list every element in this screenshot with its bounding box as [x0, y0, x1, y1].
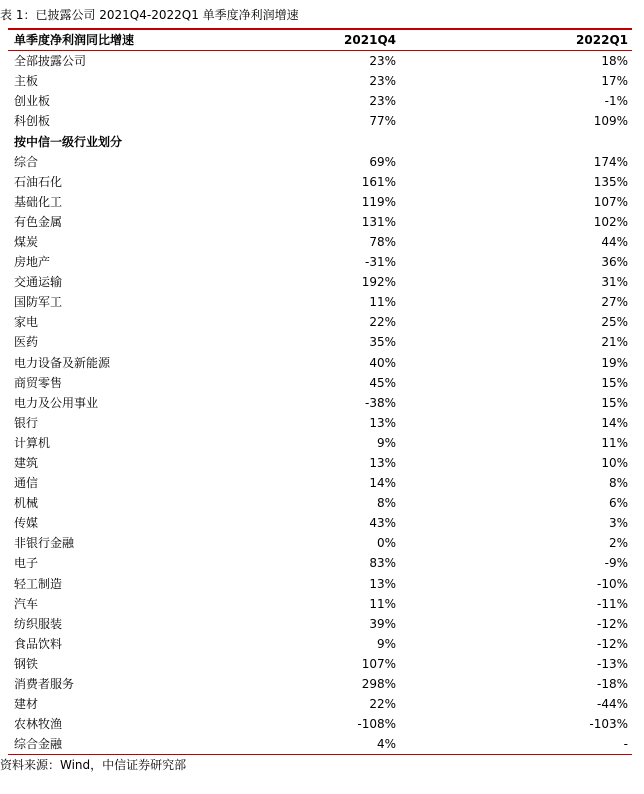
row-label: 有色金属: [14, 214, 63, 229]
table-row: [8, 574, 632, 594]
value-2022q1: 109%: [593, 114, 628, 129]
value-2022q1: 21%: [601, 335, 628, 350]
row-label: 科创板: [14, 114, 51, 129]
table-header-row: [8, 30, 632, 51]
row-label: 建材: [14, 697, 39, 712]
table-row: [8, 312, 632, 332]
row-label: 电力及公用事业: [14, 395, 99, 410]
table-row: [8, 152, 632, 172]
row-label: 食品饮料: [14, 636, 63, 651]
value-2021q4: -31%: [364, 255, 396, 270]
value-2021q4: 77%: [369, 114, 396, 129]
table-row: [8, 513, 632, 533]
row-label: 计算机: [14, 435, 51, 450]
value-2022q1: 44%: [601, 234, 628, 249]
value-2022q1: 2%: [608, 536, 628, 551]
market-section: [8, 51, 632, 131]
row-label: 基础化工: [14, 194, 63, 209]
table-row: [8, 413, 632, 433]
value-2021q4: 11%: [369, 295, 396, 310]
table-row: [8, 674, 632, 694]
value-2022q1: 3%: [608, 516, 628, 531]
table-row: [8, 292, 632, 312]
value-2022q1: 36%: [601, 255, 628, 270]
row-label: 钢铁: [14, 656, 39, 671]
row-label: 非银行金融: [14, 536, 75, 551]
table-row: [8, 433, 632, 453]
row-label: 房地产: [14, 255, 51, 270]
industry-section-header: [8, 131, 632, 151]
row-label: 农林牧渔: [14, 717, 63, 732]
row-label: 电力设备及新能源: [14, 355, 111, 370]
row-label: 机械: [14, 496, 39, 511]
value-2021q4: 78%: [369, 234, 396, 249]
row-label: 主板: [14, 74, 39, 89]
header-metric: 单季度净利润同比增速: [14, 33, 135, 48]
value-2022q1: -11%: [596, 596, 628, 611]
value-2021q4: 23%: [369, 94, 396, 109]
value-2021q4: 192%: [361, 275, 396, 290]
value-2022q1: -: [623, 737, 628, 752]
row-label: 石油石化: [14, 174, 63, 189]
header-2022q1: 2022Q1: [576, 33, 628, 48]
row-label: 电子: [14, 556, 39, 571]
row-label: 汽车: [14, 596, 39, 611]
value-2021q4: 298%: [361, 677, 396, 692]
table-row: [8, 111, 632, 131]
value-2021q4: 22%: [369, 697, 396, 712]
source-note: 资料来源：Wind，中信证券研究部: [0, 758, 187, 772]
value-2022q1: -18%: [596, 677, 628, 692]
table-row: [8, 353, 632, 373]
value-2021q4: 9%: [376, 636, 396, 651]
value-2022q1: 18%: [601, 54, 628, 69]
value-2022q1: 11%: [601, 435, 628, 450]
value-2021q4: 35%: [369, 335, 396, 350]
table-row: [8, 453, 632, 473]
industry-section-title: 按中信一级行业划分: [14, 134, 123, 149]
value-2022q1: -9%: [604, 556, 628, 571]
value-2021q4: 0%: [376, 536, 396, 551]
value-2021q4: 107%: [361, 656, 396, 671]
table-row: [8, 71, 632, 91]
value-2022q1: 102%: [593, 214, 628, 229]
value-2022q1: 10%: [601, 456, 628, 471]
value-2021q4: 40%: [369, 355, 396, 370]
value-2022q1: 174%: [593, 154, 628, 169]
value-2022q1: 107%: [593, 194, 628, 209]
value-2021q4: 43%: [369, 516, 396, 531]
table-row: [8, 714, 632, 734]
row-label: 传媒: [14, 516, 39, 531]
table-row: [8, 332, 632, 352]
value-2022q1: 8%: [608, 476, 628, 491]
value-2022q1: 17%: [601, 74, 628, 89]
value-2021q4: 23%: [369, 74, 396, 89]
row-label: 煤炭: [14, 234, 39, 249]
table-row: [8, 473, 632, 493]
value-2022q1: 15%: [601, 395, 628, 410]
value-2021q4: 11%: [369, 596, 396, 611]
value-2022q1: 31%: [601, 275, 628, 290]
profit-growth-table: [8, 28, 632, 755]
value-2021q4: 14%: [369, 476, 396, 491]
value-2021q4: -38%: [364, 395, 396, 410]
table-row: [8, 694, 632, 714]
table-row: [8, 373, 632, 393]
row-label: 创业板: [14, 94, 51, 109]
row-label: 综合: [14, 154, 39, 169]
value-2021q4: 69%: [369, 154, 396, 169]
value-2022q1: 14%: [601, 415, 628, 430]
value-2022q1: 15%: [601, 375, 628, 390]
table-row: [8, 654, 632, 674]
value-2021q4: 83%: [369, 556, 396, 571]
table-row: [8, 91, 632, 111]
value-2022q1: -103%: [589, 717, 628, 732]
row-label: 全部披露公司: [14, 54, 87, 69]
value-2021q4: 13%: [369, 415, 396, 430]
table-row: [8, 734, 632, 754]
table-row: [8, 51, 632, 71]
table-row: [8, 272, 632, 292]
value-2022q1: 27%: [601, 295, 628, 310]
value-2021q4: 45%: [369, 375, 396, 390]
row-label: 家电: [14, 315, 39, 330]
row-label: 纺织服装: [14, 616, 63, 631]
row-label: 医药: [14, 335, 39, 350]
value-2022q1: -44%: [596, 697, 628, 712]
table-row: [8, 553, 632, 573]
value-2021q4: 8%: [376, 496, 396, 511]
value-2022q1: 19%: [601, 355, 628, 370]
value-2021q4: -108%: [357, 717, 396, 732]
value-2022q1: -1%: [604, 94, 628, 109]
table-row: [8, 172, 632, 192]
value-2021q4: 161%: [361, 174, 396, 189]
value-2021q4: 131%: [361, 214, 396, 229]
table-row: [8, 393, 632, 413]
row-label: 交通运输: [14, 275, 63, 290]
table-row: [8, 252, 632, 272]
row-label: 综合金融: [14, 737, 63, 752]
value-2022q1: 25%: [601, 315, 628, 330]
row-label: 通信: [14, 476, 39, 491]
table-row: [8, 493, 632, 513]
table-row: [8, 533, 632, 553]
value-2021q4: 39%: [369, 616, 396, 631]
value-2021q4: 119%: [361, 194, 396, 209]
value-2021q4: 23%: [369, 54, 396, 69]
row-label: 建筑: [14, 456, 39, 471]
value-2021q4: 13%: [369, 456, 396, 471]
table-row: [8, 192, 632, 212]
row-label: 轻工制造: [14, 576, 63, 591]
table-row: [8, 594, 632, 614]
value-2021q4: 22%: [369, 315, 396, 330]
table-row: [8, 232, 632, 252]
value-2021q4: 9%: [376, 435, 396, 450]
value-2022q1: -10%: [596, 576, 628, 591]
value-2022q1: -12%: [596, 616, 628, 631]
value-2022q1: 135%: [593, 174, 628, 189]
row-label: 银行: [14, 415, 39, 430]
industry-section: [8, 152, 632, 755]
table-row: [8, 634, 632, 654]
value-2022q1: -12%: [596, 636, 628, 651]
row-label: 国防军工: [14, 295, 63, 310]
value-2022q1: -13%: [596, 656, 628, 671]
value-2022q1: 6%: [608, 496, 628, 511]
header-2021q4: 2021Q4: [344, 33, 396, 48]
table-caption: 表 1：已披露公司 2021Q4-2022Q1 单季度净利润增速: [0, 8, 299, 22]
value-2021q4: 4%: [376, 737, 396, 752]
row-label: 商贸零售: [14, 375, 63, 390]
table-row: [8, 212, 632, 232]
table-row: [8, 614, 632, 634]
value-2021q4: 13%: [369, 576, 396, 591]
row-label: 消费者服务: [14, 677, 75, 692]
